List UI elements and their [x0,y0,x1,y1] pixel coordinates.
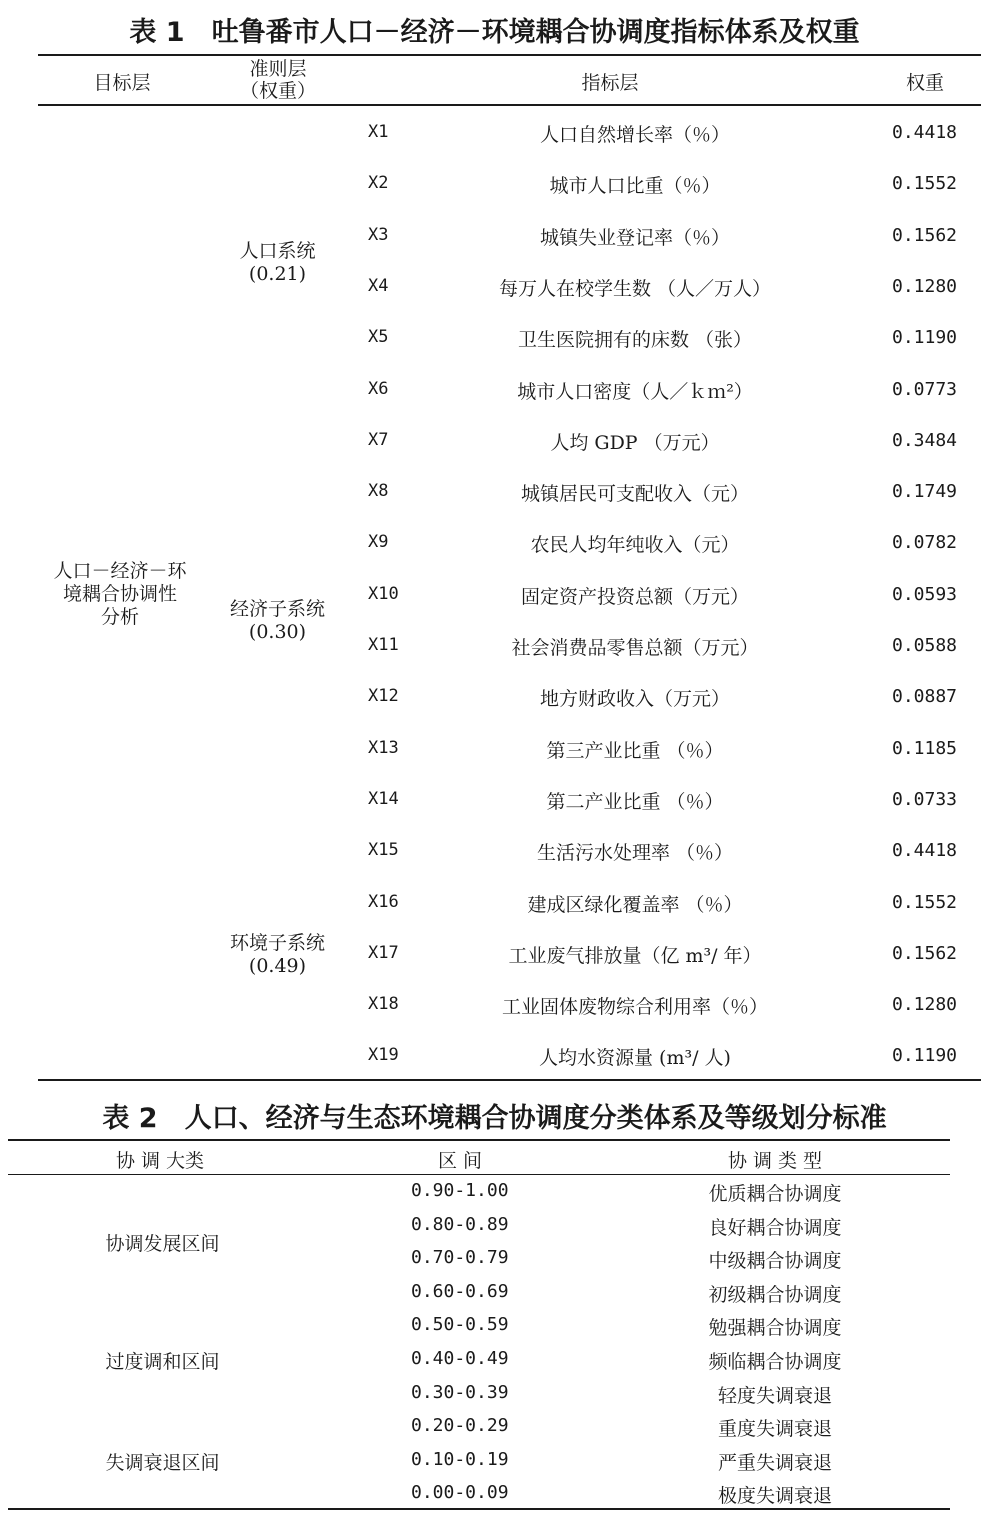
table1-header-criterion [218,58,338,102]
interval-value: 0.30-0.39 [411,1381,509,1403]
indicator-weight: 0.3484 [892,429,958,451]
indicator-code: X2 [368,173,389,194]
indicator-name: 固定资产投资总额（万元） [520,585,749,608]
indicator-weight: 0.1185 [892,737,958,759]
criterion-population-weight: (0.21) [248,263,307,285]
criterion-economy-weight: (0.30) [248,621,307,643]
indicator-weight: 0.1280 [892,275,958,297]
criterion-population-name: 人口系统 [239,240,316,262]
table2-header-category: 协 调 大类 [115,1150,205,1172]
indicator-code: X1 [368,122,389,142]
indicator-weight: 0.1552 [892,173,958,195]
indicator-weight: 0.1190 [892,327,958,349]
interval-value: 0.90-1.00 [411,1180,509,1201]
table1-top-rule [38,54,981,56]
table1-header-criterion-line2: （权重） [239,80,316,102]
indicator-code: X8 [368,481,389,502]
table2-header-interval: 区 间 [437,1150,483,1172]
table1-header-rule [38,104,981,106]
indicator-weight: 0.1749 [892,481,958,503]
indicator-weight: 0.4418 [892,122,958,143]
indicator-name: 人均水资源量 (m³/ 人) [539,1047,731,1070]
coordination-type: 中级耦合协调度 [708,1250,842,1273]
indicator-name: 农民人均年纯收入（元） [530,534,740,557]
indicator-name: 城镇居民可支配收入（元） [520,483,749,506]
table1-bottom-rule [38,1079,981,1081]
indicator-name: 社会消费品零售总额（万元） [511,637,759,659]
criterion-environment-name: 环境子系统 [229,932,325,954]
indicator-code: X4 [368,275,389,296]
indicator-name: 工业废气排放量（亿 m³/ 年） [508,944,762,967]
indicator-weight: 0.0887 [892,686,958,708]
indicator-code: X17 [368,942,399,963]
indicator-name: 城镇失业登记率（％） [539,226,730,249]
indicator-code: X18 [368,994,399,1015]
indicator-name: 人口自然增长率（％） [539,124,730,146]
indicator-weight: 0.0733 [892,788,958,810]
criterion-environment-weight: (0.49) [248,955,307,977]
indicator-name: 建成区绿化覆盖率 （％） [527,893,743,916]
criterion-economy [205,598,350,644]
table1-header-indicator: 指标层 [581,72,639,94]
indicator-code: X16 [368,891,399,912]
table2-category-coordinated: 协调发展区间 [105,1233,220,1255]
coordination-type: 良好耦合协调度 [708,1216,842,1239]
indicator-code: X13 [368,737,399,758]
table2-bottom-rule [8,1508,950,1510]
interval-value: 0.50-0.59 [411,1314,509,1336]
table2-category-declining: 失调衰退区间 [105,1452,220,1474]
indicator-name: 人均 GDP （万元） [550,431,720,454]
coordination-type: 频临耦合协调度 [708,1351,842,1373]
criterion-population [205,240,350,286]
table1-target-layer [30,560,210,629]
indicator-name: 地方财政收入（万元） [539,688,730,711]
indicator-code: X7 [368,429,389,450]
table2-header-rule [8,1174,950,1175]
interval-value: 0.60-0.69 [411,1280,509,1302]
target-line-3: 分析 [100,606,139,628]
target-line-1: 人口－经济－环 [53,560,187,582]
indicator-code: X9 [368,532,389,553]
interval-value: 0.70-0.79 [411,1247,509,1269]
indicator-name: 每万人在校学生数 （人／万人） [498,277,772,300]
indicator-weight: 0.0773 [892,378,958,400]
coordination-type: 勉强耦合协调度 [708,1317,842,1340]
indicator-weight: 0.1190 [892,1045,958,1067]
indicator-name: 生活污水处理率 （％） [536,842,734,865]
indicator-weight: 0.1280 [892,994,958,1016]
interval-value: 0.00-0.09 [411,1482,509,1504]
interval-value: 0.10-0.19 [411,1448,509,1470]
criterion-environment [205,932,350,978]
coordination-type: 重度失调衰退 [717,1418,832,1441]
coordination-type: 极度失调衰退 [717,1485,832,1508]
coordination-type: 严重失调衰退 [717,1451,832,1474]
indicator-code: X14 [368,788,399,809]
indicator-code: X15 [368,840,399,861]
indicator-weight: 0.0593 [892,583,958,605]
target-line-2: 境耦合协调性 [62,583,177,605]
indicator-code: X5 [368,327,389,348]
table2-top-rule [8,1139,950,1141]
interval-value: 0.40-0.49 [411,1348,509,1369]
indicator-name: 第三产业比重 （％） [546,739,724,762]
table2-category-transition: 过度调和区间 [105,1351,220,1373]
table1-header-weight: 权重 [905,72,944,94]
indicator-name: 工业固体废物综合利用率（％） [501,996,768,1019]
indicator-code: X10 [368,583,399,604]
indicator-weight: 0.1562 [892,224,958,246]
interval-value: 0.80-0.89 [411,1213,509,1235]
indicator-weight: 0.1552 [892,891,958,913]
criterion-economy-name: 经济子系统 [229,598,325,620]
indicator-code: X19 [368,1045,399,1066]
coordination-type: 优质耦合协调度 [708,1183,842,1205]
indicator-code: X6 [368,378,389,399]
table2-header-type: 协 调 类 型 [727,1150,823,1172]
table1-header-criterion-line1: 准则层 [249,58,307,80]
indicator-name: 卫生医院拥有的床数 （张） [517,329,753,352]
indicator-weight: 0.0588 [892,635,958,656]
indicator-weight: 0.4418 [892,840,958,862]
coordination-type: 初级耦合协调度 [708,1283,842,1306]
indicator-weight: 0.0782 [892,532,958,554]
indicator-weight: 0.1562 [892,942,958,964]
table2-title: 表 2 人口、经济与生态环境耦合协调度分类体系及等级划分标准 [102,1103,887,1134]
indicator-name: 第二产业比重 （％） [546,790,724,813]
coordination-type: 轻度失调衰退 [717,1384,832,1407]
indicator-code: X3 [368,224,389,245]
table1-title: 表 1 吐鲁番市人口－经济－环境耦合协调度指标体系及权重 [129,17,860,48]
table1-header-target: 目标层 [93,72,151,94]
interval-value: 0.20-0.29 [411,1415,509,1437]
indicator-name: 城市人口比重（％） [549,175,721,198]
indicator-code: X12 [368,686,399,707]
indicator-name: 城市人口密度（人／ｋｍ²） [517,380,753,403]
indicator-code: X11 [368,635,399,655]
